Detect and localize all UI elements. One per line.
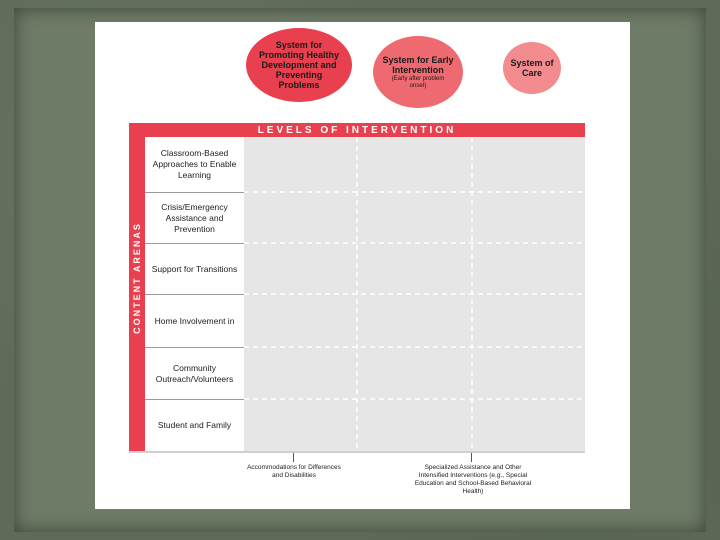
accommodations-label: Accommodations for Differences and Disabilities	[247, 464, 341, 479]
row-label-classroom: Classroom-Based Approaches to Enable Learning	[145, 137, 244, 192]
row-label-home: Home Involvement in	[145, 295, 244, 347]
left-tick-mark	[293, 453, 294, 462]
right-tick-mark	[471, 453, 472, 462]
specialized-assistance-label: Specialized Assistance and Other Intensified Interventions (e.g., Special Education and School-Based Behavioral Health)	[414, 464, 532, 495]
early-intervention-circle	[373, 36, 463, 108]
early-intervention-subtitle: (Early after problem onset)	[391, 75, 445, 89]
row-label-transitions: Support for Transitions	[145, 244, 244, 294]
row-label-crisis: Crisis/Emergency Assistance and Prevention	[145, 193, 244, 243]
row-label-student-family: Student and Family	[145, 400, 244, 451]
system-of-care-circle	[503, 42, 561, 94]
grid-bottom-line	[129, 451, 585, 453]
levels-of-intervention-header: LEVELS OF INTERVENTION	[129, 123, 585, 137]
early-intervention-title: System for Early Intervention	[382, 54, 454, 75]
grid-lines	[244, 137, 585, 451]
prevention-system-title: System for Promoting Healthy Development and Preventing Problems	[258, 40, 339, 90]
content-arenas-label: CONTENT ARENAS	[132, 222, 142, 334]
row-label-community: Community Outreach/Volunteers	[145, 348, 244, 399]
prevention-system-circle	[246, 28, 352, 102]
system-of-care-title: System of Care	[510, 58, 554, 78]
intervention-grid	[244, 137, 585, 451]
